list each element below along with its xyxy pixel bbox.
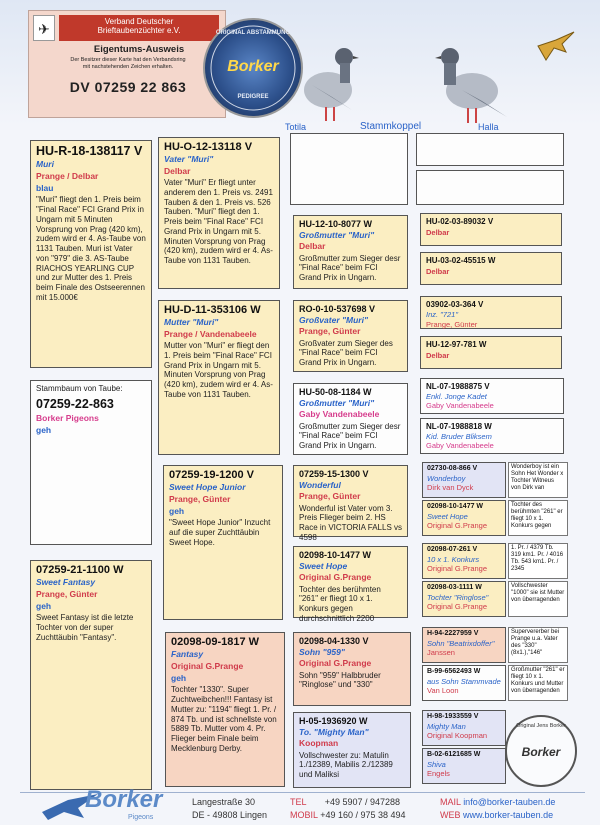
- empty-box-1: [290, 133, 408, 205]
- color: geh: [36, 425, 52, 436]
- gen4-card-i: [422, 543, 506, 579]
- breeder: Delbar: [426, 266, 450, 276]
- breeder: Original G.Prange: [171, 660, 244, 671]
- gen4-note-l: Großmutter "261" er fliegt 10 x 1. Konkurs und Mutter von überragenden: [508, 665, 568, 701]
- description: Großvater zum Sieger des "Final Race" beim FCI Grand Prix in Ungarn.: [299, 338, 393, 368]
- bird-emblem-icon: [536, 30, 576, 64]
- footer-tel-label: TEL: [290, 797, 307, 807]
- pigeon-card-1477: [293, 546, 408, 623]
- gen4-card-c: [420, 296, 562, 329]
- breeder: Van Loon: [427, 685, 459, 695]
- gen4-card-m: [422, 710, 506, 746]
- description: "Muri" fliegt den 1. Preis beim "Final Race" FCI Grand Prix in Ungarn mit 5 Minuten Vorsprung von Prag (420 km), zudem wird er 4. As-Taube von 1131 Tauben. Muri ist Vater von "979" die 3. AS-Taube RIACHOS YEARLING CUP und zur Mutter des 1. Preis beim Finale des Ostseerennen mit 15.000€: [36, 195, 146, 302]
- pigeon-name: Mutter "Muri": [164, 317, 219, 328]
- pigeon-name: aus Sohn Stammvade: [427, 676, 501, 686]
- gen4-card-n: [422, 748, 506, 784]
- gen4-note-k: Supervererber bei Prange u.a. Vater des "330" (8x1.),"146": [508, 627, 568, 663]
- ring-number: B-99-6562493 W: [427, 668, 481, 675]
- ring-number: HU-O-12-13118 V: [164, 141, 253, 153]
- pigeon-name: Shiva: [427, 759, 446, 769]
- pigeon-name: Inz. "721": [426, 309, 459, 319]
- pigeon-card-hu-d: [158, 300, 280, 455]
- description: Wonderful ist Vater vom 3. Preis Flieger beim 2. HS Race in VICTORIA FALLS vs 4598: [299, 503, 403, 542]
- pigeon-name: Großmutter "Muri": [299, 397, 375, 408]
- pigeon-name: Mighty Man: [427, 721, 466, 731]
- footer-mail: [440, 797, 555, 807]
- stammkoppel-left-label: Totila: [285, 122, 307, 132]
- breeder: Delbar: [299, 241, 326, 252]
- ring-number: HU-D-11-353106 W: [164, 304, 261, 316]
- pigeon-card-1817: [165, 632, 285, 787]
- pigeon-card-ro: [293, 300, 408, 372]
- pigeon-name: Sweet Hope: [299, 560, 348, 571]
- description: Großmutter zum Sieger desr "Final Race" beim FCI Grand Prix in Ungarn.: [299, 421, 401, 451]
- breeder: Gaby Vandenabeele: [426, 400, 494, 410]
- ring-number: HU-02-03-89032 V: [426, 217, 494, 226]
- card-line1: Der Besitzer dieser Karte hat den Verbandsring: [70, 57, 186, 63]
- footer-mobil: [290, 810, 406, 820]
- description: Vater "Muri" Er fliegt unter anderem den 1. Preis vs. 2491 Tauben & den 1. Preis vs. 526 Tauben. "Muri" fliegt den 1. Preis beim "Final Race" FCI Grand Prix in Ungarn mit 5. Minuten Vorsprung von Prag (420 km), zudem wird er 4. As-Taube von 1131 Tauben.: [164, 178, 273, 266]
- gen4-card-g: [422, 462, 506, 498]
- ring-number: H-94-2227959 V: [427, 630, 479, 637]
- gen4-card-h: [422, 500, 506, 536]
- breeder: Delbar: [426, 227, 450, 237]
- breeder: Engels: [427, 768, 450, 778]
- card-title: Eigentums-Ausweis: [93, 44, 185, 55]
- ring-number: 02098-03-1111 W: [427, 584, 482, 591]
- description: Sohn "959" Halbbruder "Ringlose" und "330": [299, 670, 381, 690]
- description: Großmutter zum Sieger desr "Final Race" beim FCI Grand Prix in Ungarn.: [299, 253, 401, 283]
- pigeon-name: Muri: [36, 159, 54, 170]
- subject-card: [30, 380, 152, 545]
- breeder: Dirk van Dyck: [427, 482, 474, 492]
- ring-number: 02730-08-866 V: [427, 465, 478, 472]
- empty-box-3: [416, 170, 564, 205]
- pigeon-name: Großmutter "Muri": [299, 229, 375, 240]
- footer-mail-label: MAIL: [440, 797, 461, 807]
- subject-label: Stammbaum von Taube:: [36, 384, 123, 393]
- pigeon-name: Sohn "Beatrixdoffer": [427, 638, 495, 648]
- pigeon-name: Fantasy: [171, 649, 204, 660]
- gen4-card-k: [422, 627, 506, 663]
- seal-ring-text: ORIGINAL ABSTAMMUNG: [215, 30, 291, 36]
- description: Sweet Fantasy ist die letzte Tochter von der super Zuchttäubin "Fantasy".: [36, 613, 134, 642]
- pigeon-name: Enkl. Jonge Kadet: [426, 391, 487, 401]
- ring-number: 02098-04-1330 V: [299, 636, 369, 646]
- ring-number: RO-0-10-537698 V: [299, 304, 376, 314]
- pigeon-card-1330: [293, 632, 411, 706]
- breeder: Original G.Prange: [299, 572, 372, 583]
- footer-web: [440, 810, 553, 820]
- breeder: Original G.Prange: [427, 563, 488, 573]
- ring-number: B-02-6121685 W: [427, 751, 481, 758]
- ring-number: HU-50-08-1184 W: [299, 387, 372, 397]
- card-number: DV 07259 22 863: [69, 79, 187, 95]
- ownership-card: [28, 10, 226, 118]
- gen4-card-f: [420, 418, 564, 454]
- description: Vollschwester zu: Matulin 1./12389, Mabilis 2./12389 und Maliksi: [299, 750, 393, 780]
- stamp-ring-text: Original Jens Borker: [516, 723, 566, 729]
- footer-mobil-value[interactable]: +49 160 / 975 38 494: [320, 810, 406, 820]
- pigeon-card-hu-r: [30, 140, 152, 368]
- pigeon-card-hu10: [293, 215, 408, 289]
- pigeon-halla-image: [432, 35, 512, 127]
- footer-web-label: WEB: [440, 810, 461, 820]
- color: geh: [169, 506, 185, 517]
- gen4-note-g: Wonderboy ist ein Sohn Het Wonder x Tochter Witneus von Dirk van: [508, 462, 568, 498]
- pigeon-name: Großvater "Muri": [299, 314, 368, 325]
- footer-web-value[interactable]: www.borker-tauben.de: [463, 810, 554, 820]
- breeder: Borker Pigeons: [36, 413, 99, 423]
- empty-box-2: [416, 133, 564, 166]
- footer-city: DE - 49808 Lingen: [192, 810, 268, 820]
- card-header: [59, 15, 219, 41]
- footer-tel-value[interactable]: +49 5907 / 947288: [324, 797, 401, 807]
- pigeon-card-hu50: [293, 383, 408, 455]
- stammkoppel-right-label: Halla: [478, 122, 499, 132]
- card-org-line1: Verband Deutscher: [104, 17, 174, 26]
- pigeon-name: Wonderful: [299, 479, 341, 490]
- color: geh: [171, 673, 187, 684]
- ring-number: HU-R-18-138117 V: [36, 144, 143, 158]
- card-line2: mit nachstehenden Zeichen erhalten.: [82, 64, 174, 70]
- pigeon-card-hu-o: [158, 137, 280, 289]
- footer-mobil-label: MOBIL: [290, 810, 318, 820]
- gen4-card-a: [420, 213, 562, 246]
- breeder: Prange, Günter: [426, 319, 478, 329]
- pigeon-totila-image: [292, 35, 362, 125]
- pedigree-seal: [203, 18, 303, 118]
- breeder: Koopman: [299, 738, 339, 749]
- color: geh: [36, 601, 52, 612]
- ring-number: 07259-15-1300 V: [299, 469, 369, 479]
- pigeon-card-1300: [293, 465, 408, 542]
- pigeon-name: 10 x 1. Konkurs: [427, 554, 480, 564]
- breeder: Original G.Prange: [427, 520, 488, 530]
- pigeon-card-1200: [163, 465, 283, 620]
- footer-street: Langestraße 30: [192, 797, 256, 807]
- pigeon-name: Tochter "Ringlose": [427, 592, 489, 602]
- stamp-center-text: Borker: [521, 745, 561, 759]
- breeder: Original Koopman: [427, 730, 488, 740]
- gen4-note-i: 1. Pr. / 4379 Tb. 319 km1. Pr. / 4016 Tb. 543 km1. Pr. / 2345: [508, 543, 568, 579]
- gen4-card-j: [422, 581, 506, 617]
- borker-stamp: [505, 715, 577, 787]
- ring-number: HU-12-97-781 W: [426, 340, 487, 349]
- ring-number: H-98-1933559 V: [427, 713, 479, 720]
- breeder: Original G.Prange: [299, 658, 372, 669]
- ring-number: H-05-1936920 W: [299, 716, 368, 726]
- footer-tel: [290, 797, 400, 807]
- footer-mail-value[interactable]: info@borker-tauben.de: [463, 797, 556, 807]
- pigeon-card-h05: [293, 712, 411, 788]
- gen4-card-e: [420, 378, 564, 414]
- pigeon-name: Sweet Fantasy: [36, 577, 96, 588]
- breeder: Gaby Vandenabeele: [299, 409, 380, 420]
- description: Tochter "1330". Super Zuchtweibchen!!! Fantasy ist Mutter zu: "1194" fliegt 1. Pr. / 874 Tb. und ist schnellste von 5889 Tb. Mutter vom 4. Pr. Flieger beim Finale beim Mecklenburg Derby.: [171, 685, 277, 753]
- footer-brand-sub: Pigeons: [128, 814, 154, 821]
- ring-number: 07259-19-1200 V: [169, 469, 255, 481]
- gen4-note-j: Vollschwester "1000" sie ist Mutter von überragenden: [508, 581, 568, 617]
- card-logo: ✈: [33, 15, 55, 41]
- breeder: Prange, Günter: [36, 588, 98, 599]
- ring-number: NL-07-1988875 V: [426, 382, 490, 391]
- ring-number: HU-03-02-45515 W: [426, 256, 496, 265]
- ring-number: 07259-21-1100 W: [36, 564, 124, 576]
- pigeon-name: Sweet Hope: [427, 511, 468, 521]
- description: Mutter von "Muri" er fliegt den 1. Preis beim "Final Race" FCI Grand Prix in Ungarn mit 5. Minuten Vorsprung von Prag (420 km), zudem wird er 4. As-Taube von 1131 Tauben.: [164, 341, 273, 399]
- pigeon-name: Wonderboy: [427, 473, 466, 483]
- gen4-card-d: [420, 336, 562, 369]
- breeder: Delbar: [164, 165, 191, 176]
- description: "Sweet Hope Junior" Inzucht auf die super Zuchttäubin Sweet Hope.: [169, 518, 271, 547]
- ring-number: 02098-10-1477 W: [299, 550, 372, 560]
- pigeon-name: Kid. Bruder Bliksem: [426, 431, 492, 441]
- stammkoppel-label: Stammkoppel: [360, 121, 422, 132]
- color: blau: [36, 182, 54, 193]
- breeder: Prange, Günter: [169, 493, 231, 504]
- gen4-card-l: [422, 665, 506, 701]
- description: Tochter des berühmten "261" er fliegt 10 x 1. Konkurs gegen durchschnittlich 2200: [299, 584, 381, 623]
- breeder: Prange, Günter: [299, 491, 361, 502]
- seal-bottom-text: PEDIGREE: [237, 94, 269, 100]
- breeder: Delbar: [426, 350, 450, 360]
- breeder: Gaby Vandenabeele: [426, 440, 494, 450]
- ring-number: HU-12-10-8077 W: [299, 219, 373, 229]
- ring-number: 02098-07-261 V: [427, 546, 478, 553]
- ring-number: 02098-09-1817 W: [171, 636, 260, 648]
- seal-center-text: Borker: [227, 58, 279, 75]
- ring-number: 03902-03-364 V: [426, 300, 484, 309]
- breeder: Original G.Prange: [427, 601, 488, 611]
- ring-number: NL-07-1988818 W: [426, 422, 492, 431]
- card-org-line2: Brieftaubenzüchter e.V.: [97, 26, 181, 35]
- gen4-note-h: Tochter des berühmten "261" er fliegt 10 x 1. Konkurs gegen: [508, 500, 568, 536]
- breeder: Prange / Vandenabeele: [164, 328, 257, 339]
- pigeon-name: Sohn "959": [299, 646, 345, 657]
- breeder: Prange, Günter: [299, 326, 361, 337]
- pigeon-name: Vater "Muri": [164, 154, 214, 165]
- breeder: Prange / Delbar: [36, 170, 99, 181]
- pigeon-card-1100: [30, 560, 152, 790]
- footer-brand: Borker: [85, 786, 163, 813]
- ring-number: 02098-10-1477 W: [427, 503, 484, 510]
- ring-number: 07259-22-863: [36, 396, 114, 411]
- breeder: Janssen: [427, 647, 455, 657]
- pigeon-name: To. "Mighty Man": [299, 726, 369, 737]
- gen4-card-b: [420, 252, 562, 285]
- pigeon-name: Sweet Hope Junior: [169, 482, 246, 493]
